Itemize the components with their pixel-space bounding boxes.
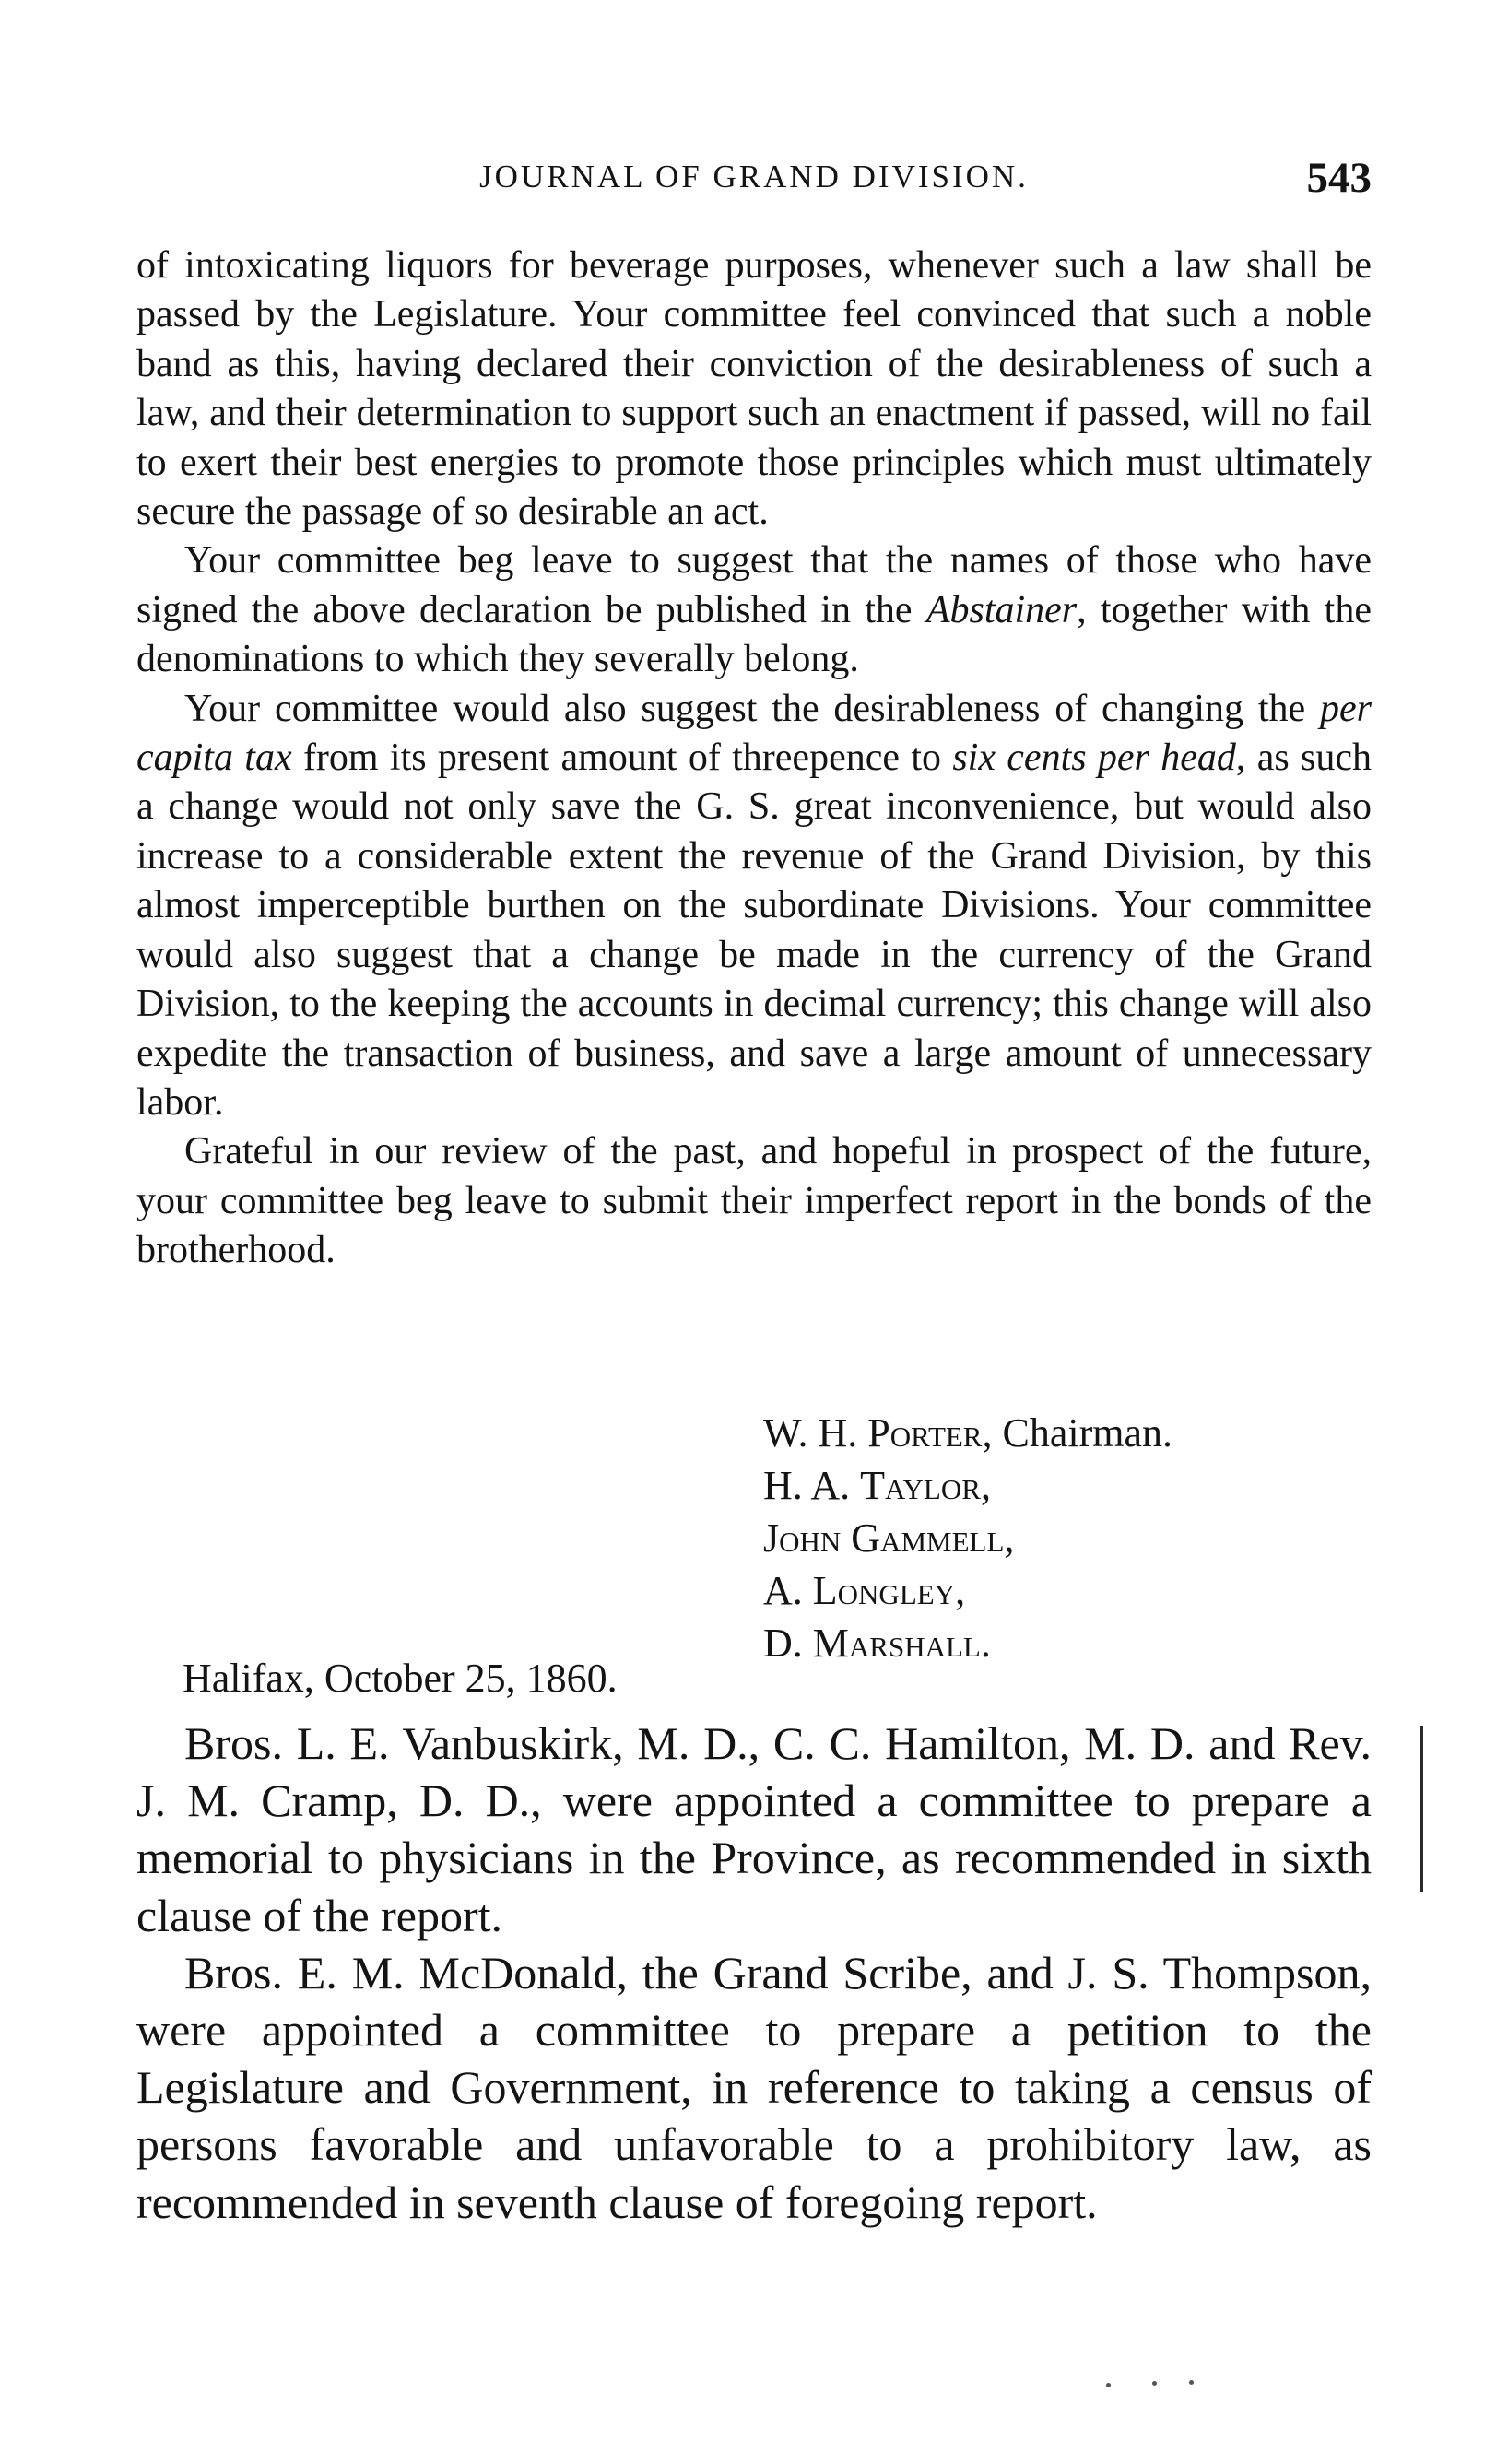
date-line: Halifax, October 25, 1860. <box>183 1656 618 1701</box>
minutes-paragraph-1: Bros. L. E. Vanbuskirk, M. D., C. C. Hamilton, M. D. and Rev. J. M. Cramp, D. D., were appointed a committee to prepare a memorial to physicians in the Province, as recommended in sixth clause of the report. <box>136 1717 1372 1941</box>
report-paragraph-3 <box>136 685 1372 1128</box>
running-head: JOURNAL OF GRAND DIVISION. <box>479 159 1029 195</box>
page-number: 543 <box>1306 154 1372 202</box>
signature-suffix: , <box>955 1568 966 1613</box>
margin-mark <box>1420 1726 1423 1892</box>
paragraph-3-text-a: Your committee would also suggest the desirableness of changing the <box>184 687 1320 730</box>
signature-line <box>763 1512 1172 1564</box>
signature-initials: A. <box>763 1568 813 1613</box>
signature-initials: D. <box>763 1621 813 1666</box>
page-header <box>136 153 1372 208</box>
signature-surname: Marshall <box>812 1621 981 1666</box>
signature-suffix: , <box>1004 1515 1015 1561</box>
paragraph-2-text-a: Your committee beg leave to suggest that the names of those who have signed the above declaration be published in the <box>136 539 1372 631</box>
signature-suffix: , Chairman. <box>982 1410 1173 1456</box>
speck-mark <box>1152 2381 1157 2386</box>
signature-initials: H. A. <box>763 1463 861 1508</box>
minutes-paragraph-2: Bros. E. M. McDonald, the Grand Scribe, and J. S. Thompson, were appointed a committee to prepare a petition to the Legislature and Government, in reference to taking a census of persons favorable and unfavorable to a prohibitory law, as recommended in seventh clause of foregoing report. <box>136 1946 1372 2228</box>
signature-surname: Porter <box>867 1410 983 1456</box>
paragraph-2-text-b: , together with the denominations to which they severally belong. <box>136 588 1372 681</box>
signature-line <box>763 1407 1172 1459</box>
per-capita-tax-term: per capita tax <box>136 687 1372 780</box>
minutes-section <box>136 1715 1372 2231</box>
report-paragraph-1: of intoxicating liquors for beverage purposes, whenever such a law shall be passed by the Legislature. Your committee feel convinced that such a noble band as this, having declared their conviction of the desirableness of such a law, and their determination to support such an enactment if passed, will no fail to exert their best energies to promote those principles which must ultimately secure the passage of so desirable an act. <box>136 244 1372 534</box>
report-paragraph-2 <box>136 536 1372 684</box>
signature-line <box>763 1564 1172 1617</box>
signature-block <box>763 1407 1172 1669</box>
speck-mark <box>1106 2383 1111 2387</box>
paragraph-3-text-b: from its present amount of threepence to <box>291 737 953 780</box>
signature-surname: Taylor <box>860 1463 981 1508</box>
abstainer-title: Abstainer <box>925 588 1078 631</box>
signature-line <box>763 1617 1172 1669</box>
signature-surname: Longley <box>812 1568 956 1613</box>
committee-report <box>136 242 1372 1276</box>
speck-mark <box>1189 2380 1194 2385</box>
signature-surname: John Gammell <box>763 1515 1005 1561</box>
signature-initials: W. H. <box>763 1410 868 1456</box>
paragraph-3-text-c: , as such a change would not only save the G. S. great inconvenience, but would also increase to a considerable extent the revenue of the Grand Division, by this almost imperceptible burthen on the subordinate Divisions. Your committee would also suggest that a change be made in the currency of the Grand Division, to the keeping the accounts in decimal currency; this change will also expedite the transaction of business, and save a large amount of unnecessary labor. <box>136 737 1372 1124</box>
six-cents-term: six cents per head <box>952 737 1236 780</box>
signature-suffix: , <box>980 1463 991 1508</box>
signature-suffix: . <box>980 1621 991 1666</box>
signature-line <box>763 1459 1172 1512</box>
report-paragraph-4: Grateful in our review of the past, and hopeful in prospect of the future, your committee beg leave to submit their imperfect report in the bonds of the brotherhood. <box>136 1130 1372 1272</box>
